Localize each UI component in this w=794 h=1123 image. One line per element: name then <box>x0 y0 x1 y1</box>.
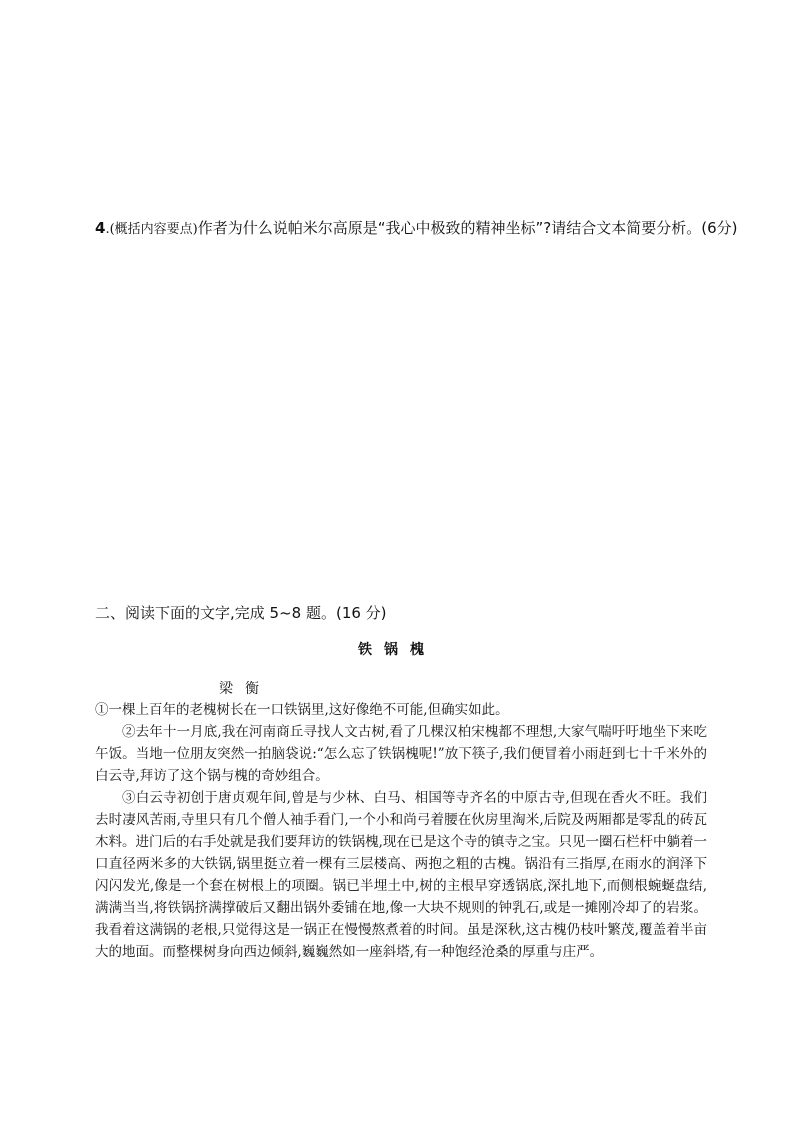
question-number: 4 <box>95 219 106 237</box>
paragraph-1: ①一棵上百年的老槐树长在一口铁锅里,这好像绝不可能,但确实如此。 <box>95 702 509 718</box>
paragraph-3: ③白云寺初创于唐贞观年间,曾是与少林、白马、相国等寺齐名的中原古寺,但现在香火不旺。我们去时凄风苦雨,寺里只有几个僧人袖手看门,一个小和尚弓着腰在伙房里淘米,后院及两厢都是零乱的砖瓦木料。进门后的右手处就是我们要拜访的铁锅槐,现在已是这个寺的镇寺之宝。只见一圈石栏杆中躺着一口直径两米多的大铁锅,锅里挺立着一棵有三层楼高、两抱之粗的古槐。锅沿有三指厚,在雨水的润泽下闪闪发光,像是一个套在树根上的项圈。锅已半埋土中,树的主根早穿透锅底,深扎地下,而侧根蜿蜒盘结,满满当当,将铁锅挤满撑破后又翻出锅外委铺在地,像一大块不规则的钟乳石,或是一摊刚冷却了的岩浆。我看着这满锅的老根,只觉得这是一锅正在慢慢熬煮着的时间。虽是深秋,这古槐仍枝叶繁茂,覆盖着半亩大的地面。而整棵树身向西边倾斜,巍巍然如一座斜塔,有一种饱经沧桑的厚重与庄严。 <box>95 790 707 960</box>
paragraph-2: ②去年十一月底,我在河南商丘寻找人文古树,看了几棵汉柏宋槐都不理想,大家气喘吁吁地坐下来吃午饭。当地一位朋友突然一拍脑袋说:“怎么忘了铁锅槐呢!”放下筷子,我们便冒着小雨赶到七十千米外的白云寺,拜访了这个锅与槐的奇妙组合。 <box>95 724 707 784</box>
question-note: .(概括内容要点) <box>105 222 198 237</box>
question-4 <box>95 218 737 240</box>
section-heading: 二、阅读下面的文字,完成 5~8 题。(16 分) <box>95 604 387 622</box>
article-title: 铁锅槐 <box>358 642 436 658</box>
article-body <box>95 699 707 963</box>
article-author: 梁衡 <box>219 681 271 697</box>
question-text: 作者为什么说帕米尔高原是“我心中极致的精神坐标”?请结合文本简要分析。(6分) <box>197 219 738 237</box>
